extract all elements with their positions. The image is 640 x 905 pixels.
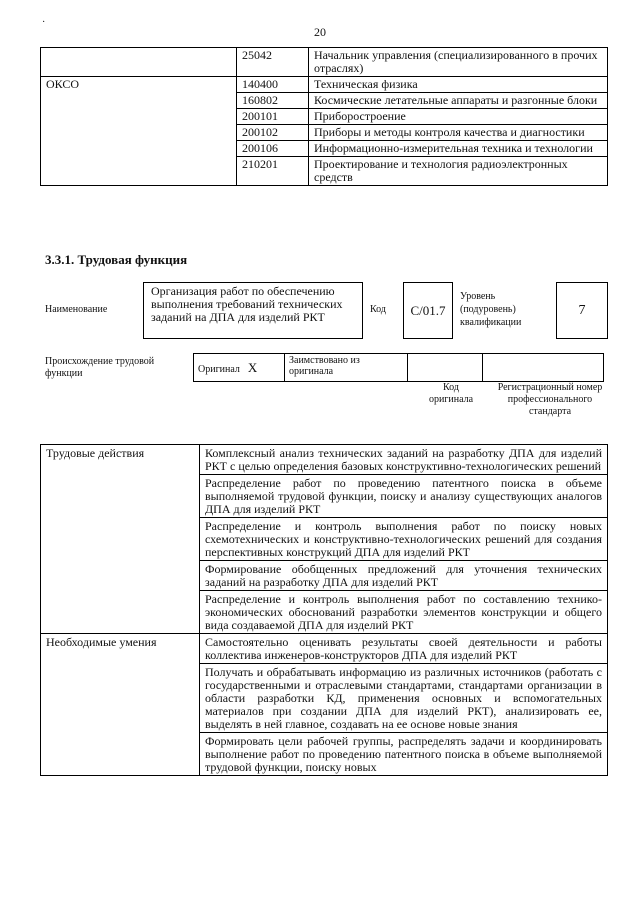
okso-code: 140400 [237,77,309,93]
skill-text: Самостоятельно оценивать результаты своей деятельности и работы коллектива инженеров-конструкторов ДПА для изделий РКТ [200,634,608,664]
okso-code: 200102 [237,125,309,141]
okso-code: 200106 [237,141,309,157]
level-box: 7 [556,282,608,339]
okso-name: Космические летательные аппараты и разгонные блоки [309,93,608,109]
labor-action-heading: Трудовые действия [41,445,200,634]
stray-mark: · [42,17,46,28]
labor-action-row [41,445,608,475]
labor-action-text: Распределение и контроль выполнения работ по составлению технико-экономических обоснований разработки элементов конструкции и общего вида создаваемой ДПА для изделий РКТ [200,591,608,634]
okso-name: Приборостроение [309,109,608,125]
okso-code: 210201 [237,157,309,186]
function-code-box: С/01.7 [403,282,453,339]
original-label: Оригинал [198,363,240,375]
original-mark: X [247,359,258,375]
labor-action-text: Формирование обобщенных предложений для уточнения технических заданий на разработку ДПА для изделий РКТ [200,561,608,591]
labor-action-text: Распределение работ по проведению патентного поиска в объеме выполняемой трудовой функции, поиску и анализу существующих аналогов ДПА для изделий РКТ [200,475,608,518]
function-name-box: Организация работ по обеспечению выполнения требований технических заданий на ДПА для изделий РКТ [143,282,363,339]
okso-name: Техническая физика [309,77,608,93]
okso-name: Проектирование и технология радиоэлектронных средств [309,157,608,186]
origin-table [193,353,604,382]
origin-code-cell [408,354,483,382]
level-label: Уровень (подуровень) квалификации [460,291,522,328]
section-title: 3.3.1. Трудовая функция [45,252,188,267]
okso-label-cell: ОКСО [41,77,237,186]
okso-code: 25042 [237,48,309,77]
labor-action-text: Распределение и контроль выполнения работ по поиску новых схемотехнических и конструктивно-технологических решений для создания перспективных конструкций ДПА для изделий РКТ [200,518,608,561]
borrowed-cell: Заимствовано из оригинала [285,354,408,382]
okso-code: 160802 [237,93,309,109]
okso-empty-cell [41,48,237,77]
skill-heading: Необходимые умения [41,634,200,776]
name-label: Наименование [45,304,108,315]
code-label: Код [370,304,386,315]
page-number: 20 [314,25,326,39]
origin-code-caption: Код оригинала [428,382,474,405]
origin-reg-caption: Регистрационный номер профессионального стандарта [497,382,603,417]
okso-row [41,48,608,77]
okso-code: 200101 [237,109,309,125]
origin-label: Происхождение трудовой функции [45,356,155,379]
okso-row [41,77,608,93]
skill-row [41,634,608,664]
okso-name: Приборы и методы контроля качества и диагностики [309,125,608,141]
actions-table [40,444,608,776]
original-cell [194,354,285,382]
okso-table [40,47,608,186]
origin-reg-cell [483,354,604,382]
okso-name: Начальник управления (специализированного в прочих отраслях) [309,48,608,77]
skill-text: Формировать цели рабочей группы, распределять задачи и координировать выполнение работ по проведению патентного поиска в объеме выполняемой трудовой функции, поиску новых [200,733,608,776]
skill-text: Получать и обрабатывать информацию из различных источников (работать с государственными и отраслевыми стандартами, стандартами организации в области разработки КД, применения основных и вспомогательных материалов при создании ДПА для изделий РКТ), анализировать ее, выделять в ней главное, создавать на ее основе новые знания [200,664,608,733]
labor-action-text: Комплексный анализ технических заданий на разработку ДПА для изделий РКТ с целью определения базовых конструктивно-технологических решений [200,445,608,475]
okso-name: Информационно-измерительная техника и технологии [309,141,608,157]
